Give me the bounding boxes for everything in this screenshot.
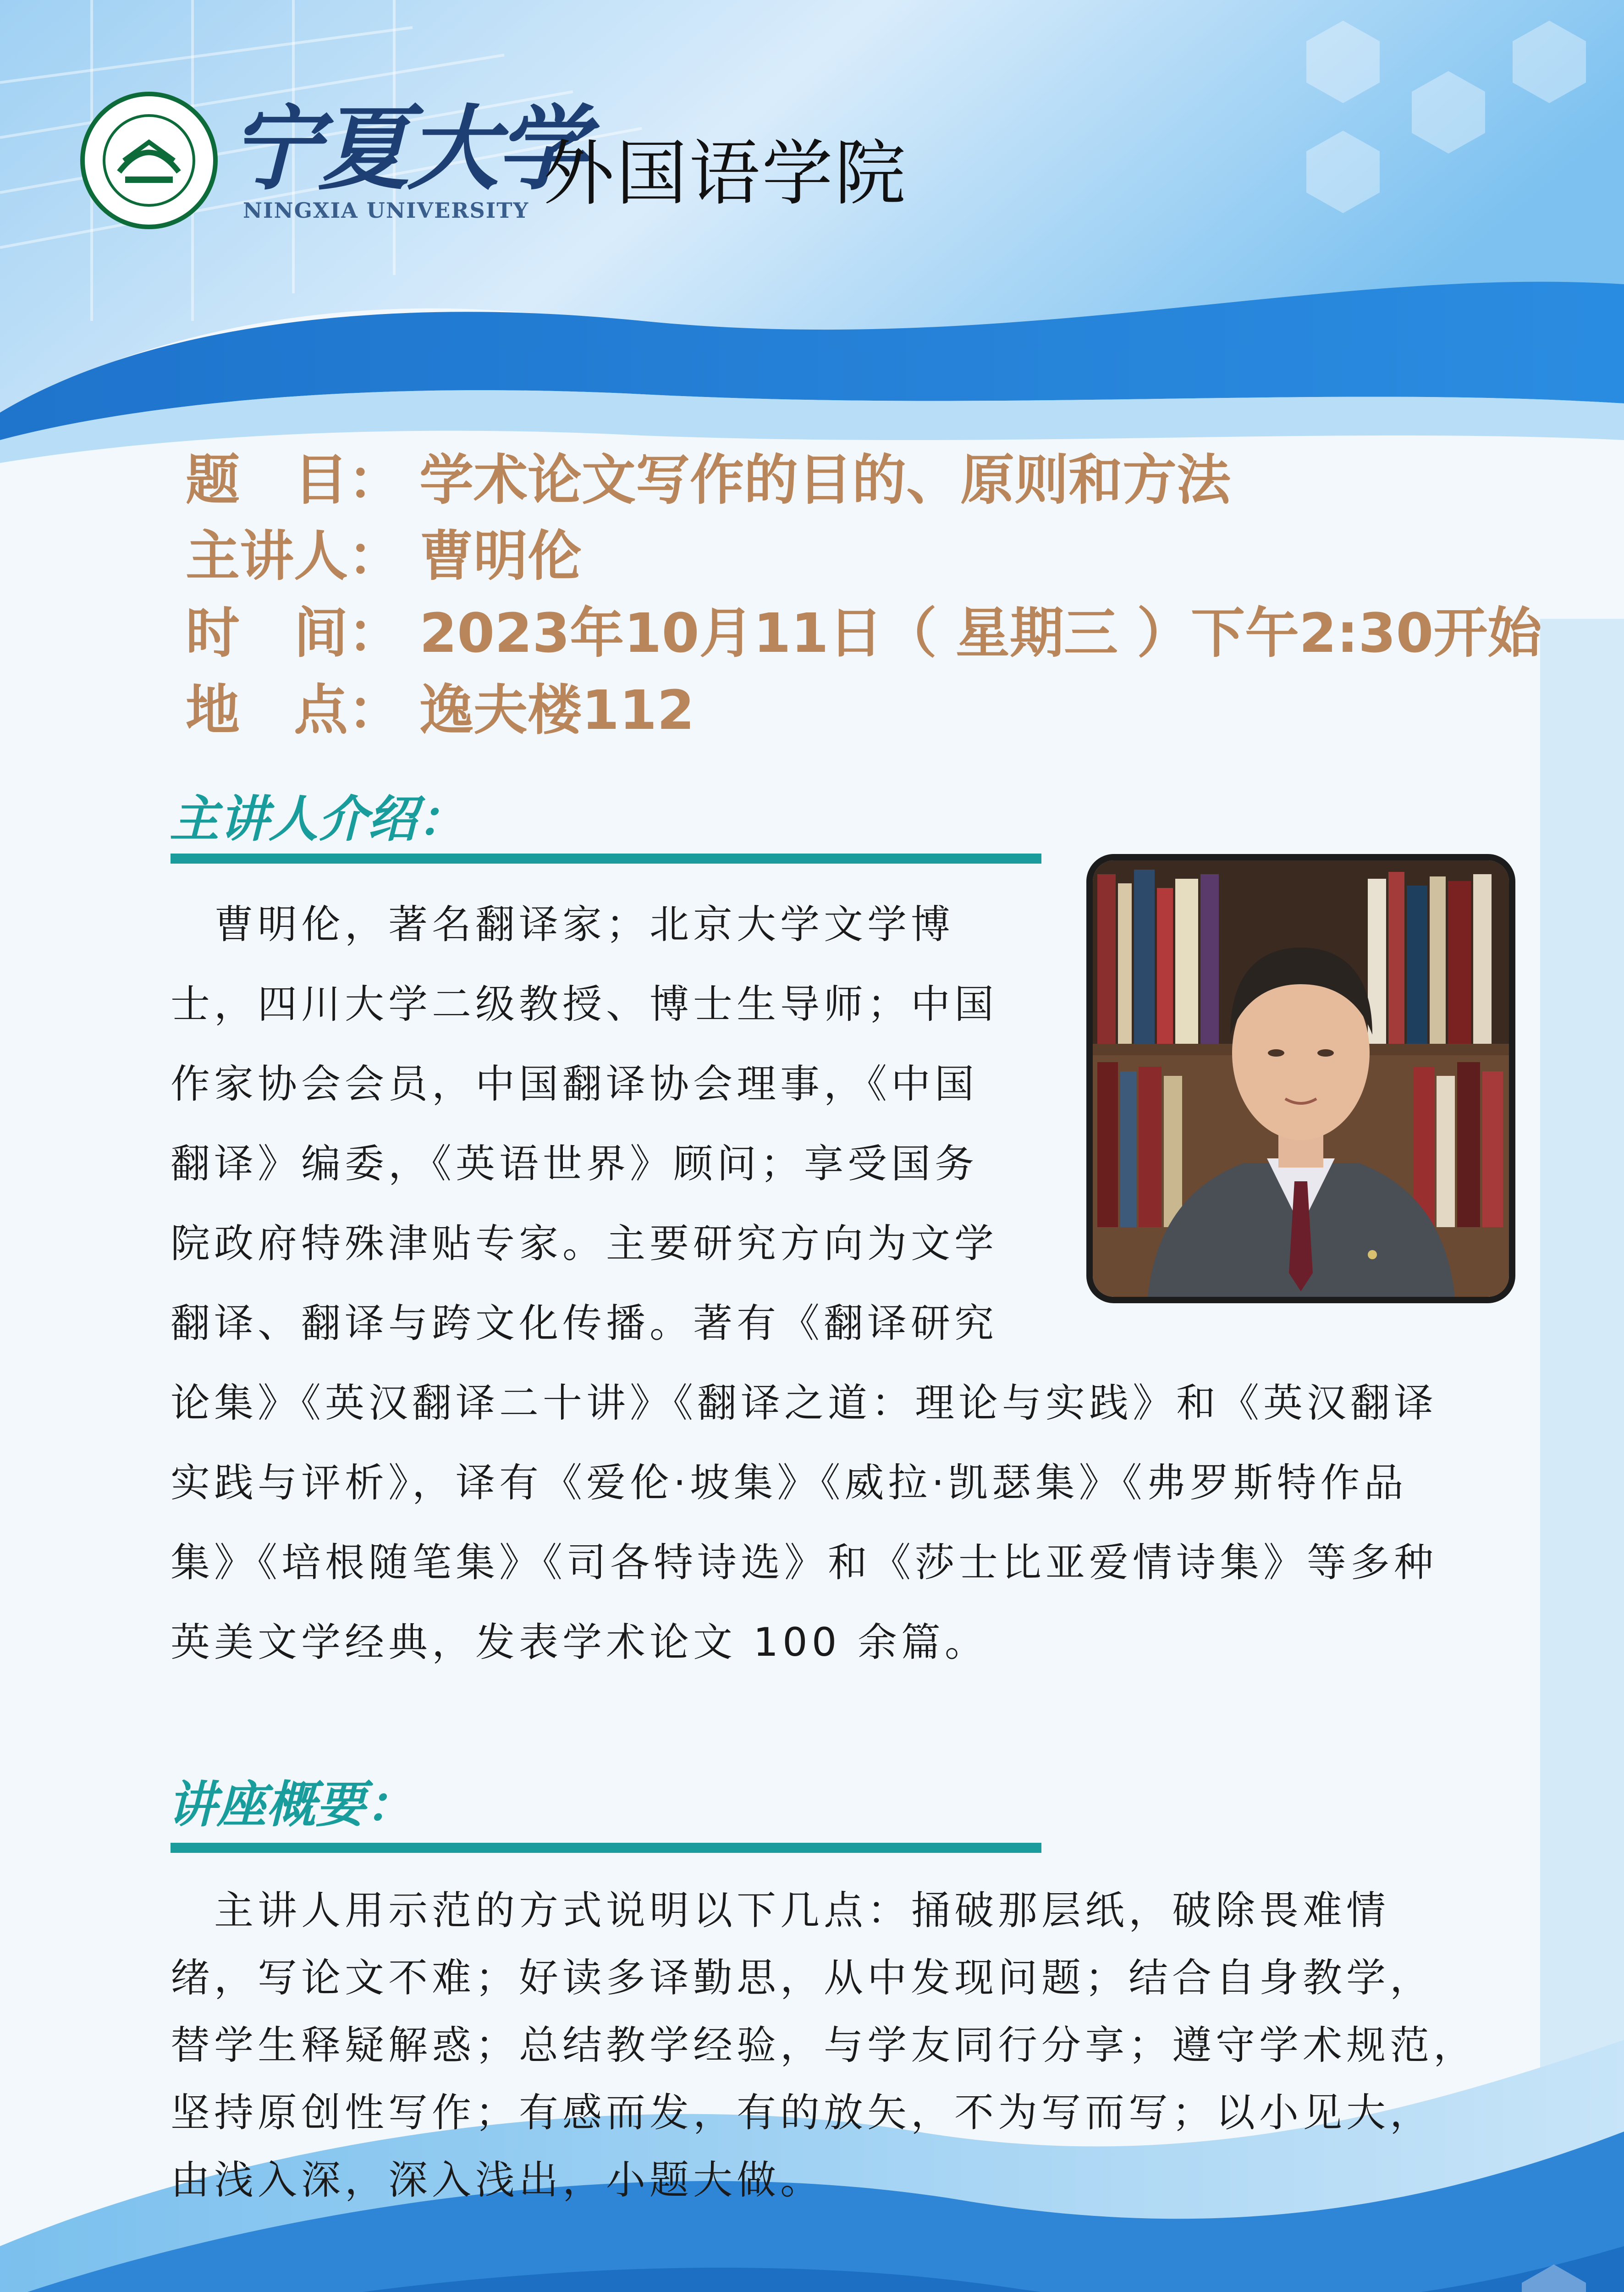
topic-row	[186, 441, 1231, 510]
venue-label: 地 点：	[186, 678, 402, 742]
summary-line: 主讲人用示范的方式说明以下几点：捅破那层纸，破除畏难情	[171, 1888, 1390, 1934]
speaker-intro-divider	[171, 854, 1041, 864]
speaker-value: 曹明伦	[419, 524, 582, 588]
intro-line: 实践与评析》，译有《爱伦·坡集》《威拉·凯瑟集》《弗罗斯特作品	[171, 1460, 1408, 1506]
intro-line: 院政府特殊津贴专家。主要研究方向为文学	[171, 1221, 998, 1267]
speaker-label: 主讲人：	[186, 524, 402, 588]
intro-line: 论集》《英汉翻译二十讲》《翻译之道：理论与实践》和《英汉翻译	[171, 1380, 1437, 1426]
venue-value: 逸夫楼112	[419, 678, 695, 742]
intro-line: 英美文学经典，发表学术论文 100 余篇。	[171, 1620, 988, 1665]
lecture-summary-heading: 讲座概要：	[167, 1776, 415, 1834]
school-name-en: NINGXIA UNIVERSITY	[243, 198, 529, 223]
intro-line: 翻译》编委，《英语世界》顾问；享受国务	[171, 1141, 978, 1187]
topic-label: 题 目：	[186, 448, 402, 512]
lecture-summary-divider	[171, 1843, 1041, 1853]
time-row	[186, 594, 1542, 663]
venue-row	[186, 671, 694, 740]
school-name-cn: 宁夏大学	[229, 95, 585, 203]
summary-line: 坚持原创性写作；有感而发，有的放矢，不为写而写；以小见大，	[171, 2090, 1433, 2136]
college-name: 外国语学院	[543, 132, 908, 215]
summary-line: 由浅入深，深入浅出，小题大做。	[171, 2157, 824, 2203]
speaker-photo	[1086, 854, 1515, 1303]
time-label: 时 间：	[186, 601, 402, 665]
topic-value: 学术论文写作的目的、原则和方法	[419, 448, 1231, 512]
intro-line: 作家协会会员，中国翻译协会理事，《中国	[171, 1061, 978, 1107]
speaker-row	[186, 517, 582, 586]
intro-line: 集》《培根随笔集》《司各特诗选》和《莎士比亚爱情诗集》等多种	[171, 1540, 1437, 1586]
lecture-summary-text	[171, 1877, 1477, 2214]
speaker-intro-heading: 主讲人介绍：	[170, 790, 467, 848]
intro-line: 曹明伦，著名翻译家；北京大学文学博	[171, 902, 954, 948]
summary-line: 绪，写论文不难；好读多译勤思，从中发现问题；结合自身教学，	[171, 1955, 1433, 2001]
summary-line: 替学生释疑解惑；总结教学经验，与学友同行分享；遵守学术规范，	[171, 2022, 1477, 2068]
intro-line: 士，四川大学二级教授、博士生导师；中国	[171, 981, 998, 1027]
time-value: 2023年10月11日（ 星期三 ）下午2:30开始	[419, 601, 1542, 665]
university-seal-logo	[80, 92, 218, 229]
intro-line: 翻译、翻译与跨文化传播。著有《翻译研究	[171, 1300, 998, 1346]
